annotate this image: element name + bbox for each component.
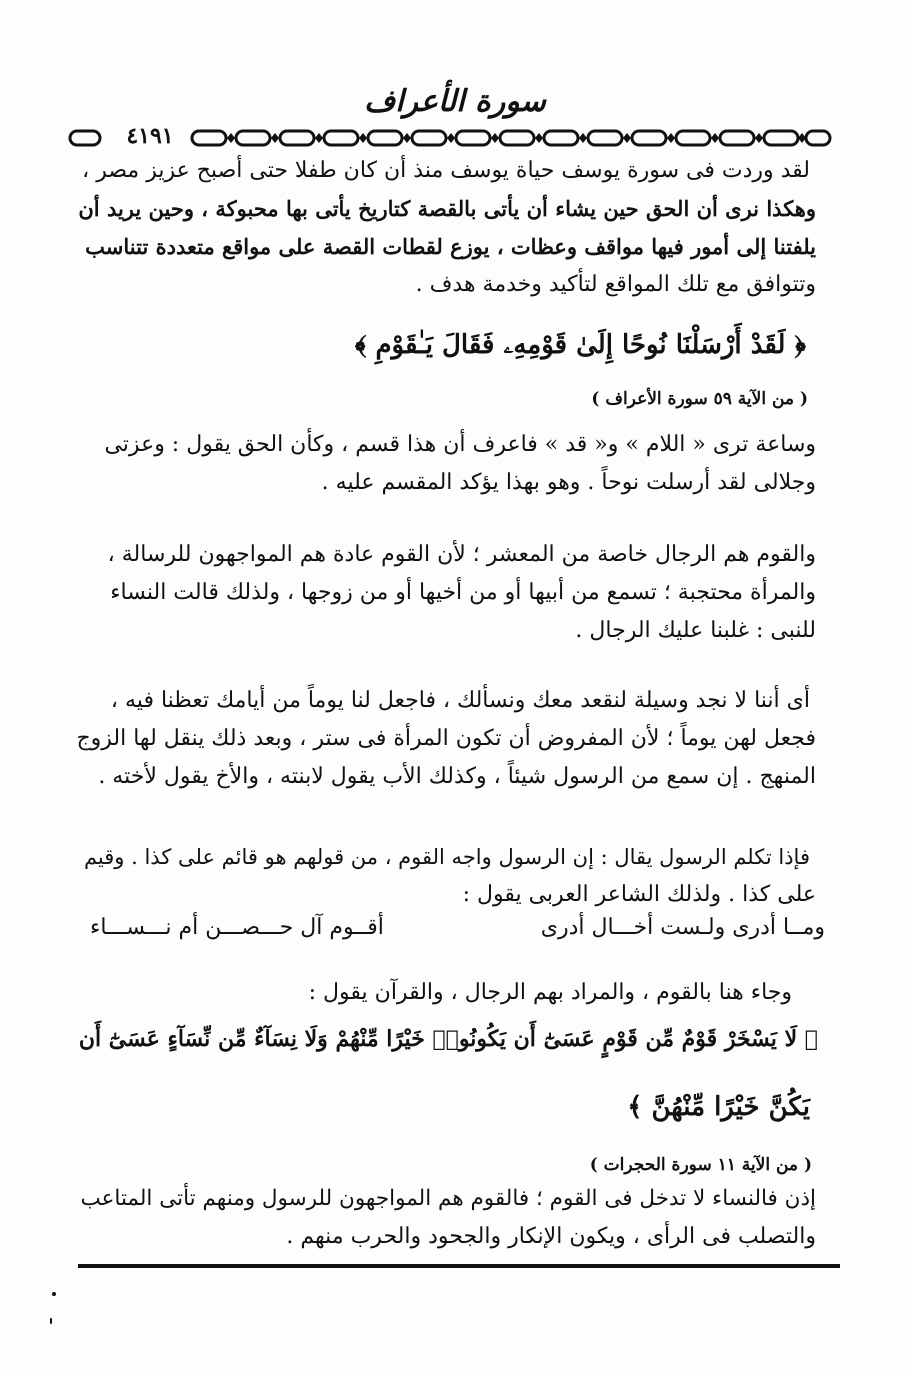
margin-mark <box>50 1318 52 1324</box>
text-line-8: وجلالى لقد أرسلت نوحاً . وهو بهذا يؤكد المقسم عليه . <box>321 470 816 495</box>
poetry-verse <box>90 915 825 949</box>
quran-verse-hujurat-11-line-2: يَكُنَّ خَيْرًا مِّنْهُنَّ ﴾ <box>627 1092 810 1122</box>
text-line-11: للنبى : غلبنا عليك الرجال . <box>575 618 816 643</box>
text-line-16: على كذا . ولذلك الشاعر العربى يقول : <box>462 882 816 907</box>
verse-second-hemistich: أقــوم آل حـــصـــن أم نـــســـاء <box>90 915 384 940</box>
text-line-17: وجاء هنا بالقوم ، والمراد بهم الرجال ، والقرآن يقول : <box>308 980 792 1005</box>
text-line-3: يلفتنا إلى أمور فيها مواقف وعظات ، يوزع لقطات القصة على مواقع متعددة تتناسب <box>85 234 816 259</box>
text-line-4: وتتوافق مع تلك المواقع لتأكيد وخدمة هدف . <box>415 272 816 297</box>
text-line-13: فجعل لهن يوماً ؛ لأن المفروض أن تكون المرأة فى ستر ، وبعد ذلك ينقل لها الزوج <box>76 726 816 751</box>
verse-reference-hujurat: ( من الآية ١١ سورة الحجرات ) <box>589 1155 812 1175</box>
margin-mark <box>52 1292 56 1296</box>
text-line-21: إذن فالنساء لا تدخل فى القوم ؛ فالقوم هم المواجهون للرسول ومنهم تأتى المتاعب <box>80 1186 816 1211</box>
text-line-15: فإذا تكلم الرسول يقال : إن الرسول واجه القوم ، من قولهم هو قائم على كذا . وقيم <box>83 845 810 869</box>
verse-reference-araf: ( من الآية ٥٩ سورة الأعراف ) <box>591 389 808 409</box>
bottom-rule <box>78 1264 840 1268</box>
text-line-2: وهكذا نرى أن الحق حين يشاء أن يأتى بالقصة كتاريخ يأتى بها محبوكة ، وحين يريد أن <box>78 196 816 221</box>
quran-verse-araf-59: ﴿ لَقَدْ أَرْسَلْنَا نُوحًا إِلَىٰ قَوْمِهِۦ فَقَالَ يَـٰقَوْمِ ﴾ <box>354 330 806 360</box>
surah-title: سورة الأعراف <box>364 84 546 119</box>
text-line-1: لقد وردت فى سورة يوسف حياة يوسف منذ أن كان طفلا حتى أصبح عزيز مصر ، <box>82 158 810 183</box>
text-line-14: المنهج . إن سمع من الرسول شيئاً ، وكذلك الأب يقول لابنته ، والأخ يقول لأخته . <box>98 764 816 789</box>
text-line-7: وساعة ترى « اللام » و« قد » فاعرف أن هذا قسم ، وكأن الحق يقول : وعزتى <box>104 432 816 457</box>
text-line-10: والمرأة محتجبة ؛ تسمع من أبيها أو من أخيها أو من زوجها ، ولذلك قالت النساء <box>110 580 816 605</box>
verse-first-hemistich: ومــا أدرى ولـست أخـــال أدرى <box>540 915 825 940</box>
page-number: ٤١٩١ <box>110 123 190 149</box>
quran-verse-hujurat-11-line-1: ﴿ لَا يَسْخَرْ قَوْمٌ مِّن قَوْمٍ عَسَىٰٓ أَن يَكُونُوا۟ خَيْرًا مِّنْهُمْ وَلَا نِسَآءٌ مِّن نِّسَآءٍ عَسَىٰٓ أَن <box>78 1026 818 1052</box>
text-line-9: والقوم هم الرجال خاصة من المعشر ؛ لأن القوم عادة هم المواجهون للرسالة ، <box>107 542 816 567</box>
text-line-22: والتصلب فى الرأى ، ويكون الإنكار والجحود والحرب منهم . <box>286 1224 816 1249</box>
text-line-12: أى أننا لا نجد وسيلة لنقعد معك ونسألك ، فاجعل لنا يوماً من أيامك تعظنا فيه ، <box>110 688 810 713</box>
